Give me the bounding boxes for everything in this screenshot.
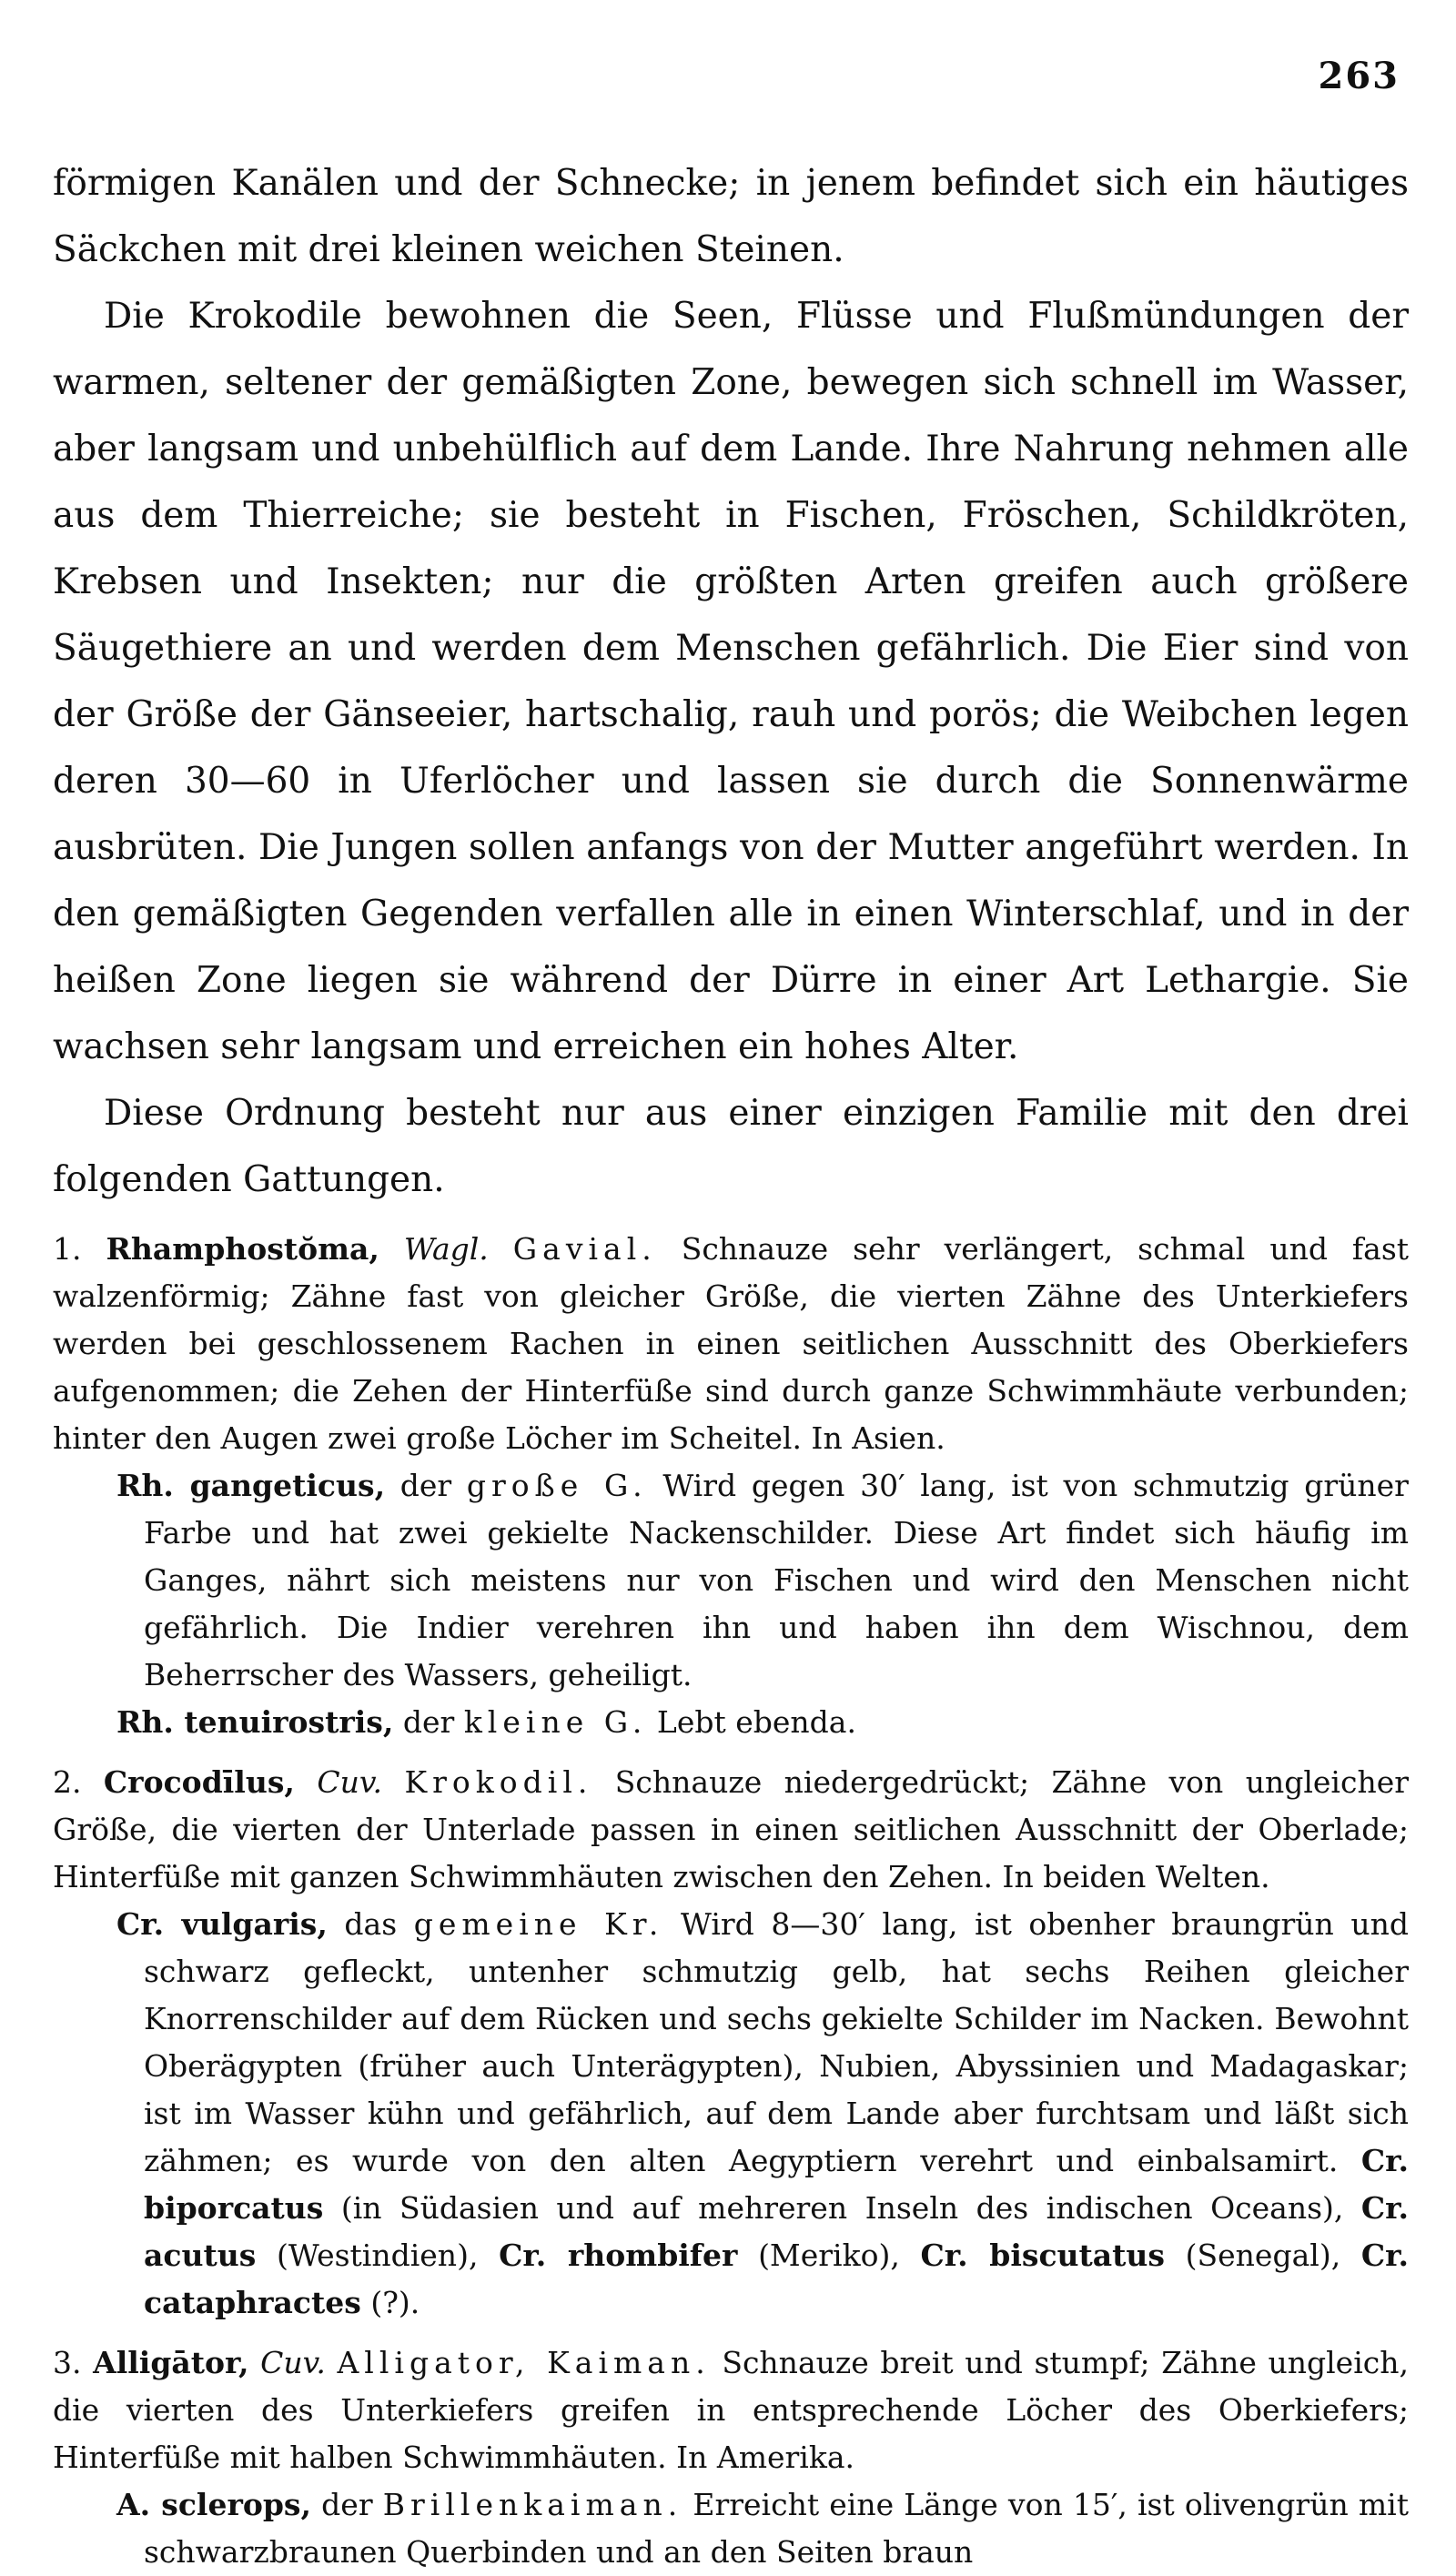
- related-species-range: (Meriko),: [758, 2238, 900, 2273]
- genus-number: 2.: [53, 1764, 82, 1800]
- species-entry: [53, 1901, 1409, 2327]
- species-name: A. sclerops,: [116, 2487, 311, 2522]
- related-species-name: Cr. biporcatus: [144, 2143, 1409, 2226]
- species-article: der: [399, 1468, 452, 1503]
- species-name: Rh. tenuirostris,: [116, 1704, 394, 1740]
- species-entry: [53, 1462, 1409, 1699]
- genus-entry-rhamphostoma: [53, 1226, 1409, 1462]
- species-description: Wird gegen 30′ lang, ist von schmutzig grüner Farbe und hat zwei gekielte Nackenschilder. Diese Art findet sich häufig im Ganges, nährt sich meistens nur von Fischen und wird den Menschen nicht gefährlich. Die Indier verehren ihn und haben ihn dem Wischnou, dem Beherrscher des Wassers, geheiligt.: [144, 1468, 1409, 1692]
- species-common-name: Brillenkaiman.: [382, 2487, 683, 2522]
- genus-author: Wagl.: [403, 1231, 489, 1267]
- species-common-name: kleine G.: [463, 1704, 648, 1740]
- genus-entry-crocodilus: [53, 1759, 1409, 1901]
- related-species-range: (?).: [370, 2285, 420, 2320]
- genus-name: Alligātor,: [93, 2345, 249, 2380]
- page-body: [53, 150, 1409, 2576]
- intro-paragraphs: [53, 150, 1409, 1213]
- species-name: Rh. gangeticus,: [116, 1468, 386, 1503]
- genus-entry-alligator: [53, 2339, 1409, 2481]
- genus-name: Crocodīlus,: [103, 1764, 295, 1800]
- genus-description: Schnauze sehr verlängert, schmal und fast walzenförmig; Zähne fast von gleicher Größe, die vierten Zähne des Unterkiefers werden bei geschlossenem Rachen in einen seitlichen Ausschnitt des Oberkiefers aufgenommen; die Zehen der Hinterfüße sind durch ganze Schwimmhäute verbunden; hinter den Augen zwei große Löcher im Scheitel. In Asien.: [53, 1231, 1410, 1456]
- paragraph-continuation: förmigen Kanälen und der Schnecke; in jenem befindet sich ein häutiges Säckchen mit drei kleinen weichen Steinen.: [53, 163, 1409, 270]
- species-entry: [53, 1699, 1409, 1746]
- page-number: 263: [1318, 55, 1400, 97]
- species-description: Erreicht eine Länge von 15′, ist olivengrün mit schwarzbraunen Querbinden und an den Seiten braun: [144, 2487, 1409, 2570]
- paragraph-order-summary: Diese Ordnung besteht nur aus einer einzigen Familie mit den drei folgenden Gattungen.: [53, 1093, 1409, 1200]
- species-article: der: [321, 2487, 373, 2522]
- species-description: Lebt ebenda.: [656, 1704, 856, 1740]
- genus-author: Cuv.: [260, 2345, 326, 2380]
- genus-common-name: Krokodil.: [404, 1764, 593, 1800]
- related-species-range: (Senegal),: [1185, 2238, 1341, 2273]
- species-name: Cr. vulgaris,: [116, 1906, 328, 1942]
- species-description: Wird 8—30′ lang, ist obenher braungrün und schwarz gefleckt, untenher schmutzig gelb, hat sechs Reihen gleicher Knorrenschilder auf dem Rücken und sechs gekielte Schilder im Nacken. Bewohnt Oberägypten (früher auch Unterägypten), Nubien, Abyssinien und Madagaskar; ist im Wasser kühn und gefährlich, auf dem Lande aber furchtsam und läßt sich zähmen; es wurde von den alten Aegyptiern verehrt und einbalsamirt.: [144, 1906, 1409, 2178]
- genus-name: Rhamphostŏma,: [106, 1231, 379, 1267]
- related-species-range: (Westindien),: [276, 2238, 479, 2273]
- species-common-name: gemeine Kr.: [413, 1906, 664, 1942]
- species-article: der: [402, 1704, 455, 1740]
- genus-common-name: Gavial.: [512, 1231, 657, 1267]
- genus-description: Schnauze breit und stumpf; Zähne ungleich, die vierten des Unterkiefers greifen in entsprechende Löcher des Oberkiefers; Hinterfüße mit halben Schwimmhäuten. In Amerika.: [53, 2345, 1409, 2475]
- related-species-name: Cr. biscutatus: [920, 2238, 1165, 2273]
- species-common-name: große G.: [466, 1468, 648, 1503]
- related-species-name: Cr. cataphractes: [144, 2238, 1409, 2320]
- related-species-name: Cr. rhombifer: [499, 2238, 738, 2273]
- related-species-range: (in Südasien und auf mehreren Inseln des indischen Oceans),: [340, 2190, 1344, 2226]
- species-entry: [53, 2481, 1409, 2576]
- genus-description: Schnauze niedergedrückt; Zähne von ungleicher Größe, die vierten der Unterlade passen in einen seitlichen Ausschnitt der Oberlade; Hinterfüße mit ganzen Schwimmhäuten zwischen den Zehen. In beiden Welten.: [53, 1764, 1410, 1894]
- paragraph-crocodile-habits: Die Krokodile bewohnen die Seen, Flüsse und Flußmündungen der warmen, seltener der gemäßigten Zone, bewegen sich schnell im Wasser, aber langsam und unbehülflich auf dem Lande. Ihre Nahrung nehmen alle aus dem Thierreiche; sie besteht in Fischen, Fröschen, Schildkröten, Krebsen und Insekten; nur die größten Arten greifen auch größere Säugethiere an und werden dem Menschen gefährlich. Die Eier sind von der Größe der Gänseeier, hartschalig, rauh und porös; die Weibchen legen deren 30—60 in Uferlöcher und lassen sie durch die Sonnenwärme ausbrüten. Die Jungen sollen anfangs von der Mutter angeführt werden. In den gemäßigten Gegenden verfallen alle in einen Winterschlaf, und in der heißen Zone liegen sie während der Dürre in einer Art Lethargie. Sie wachsen sehr langsam und erreichen ein hohes Alter.: [53, 296, 1409, 1067]
- genus-number: 3.: [53, 2345, 82, 2380]
- genus-number: 1.: [53, 1231, 82, 1267]
- genus-author: Cuv.: [317, 1764, 383, 1800]
- species-article: das: [344, 1906, 398, 1942]
- genus-common-name: Alligator, Kaiman.: [337, 2345, 711, 2380]
- related-species-name: Cr. acutus: [144, 2190, 1409, 2273]
